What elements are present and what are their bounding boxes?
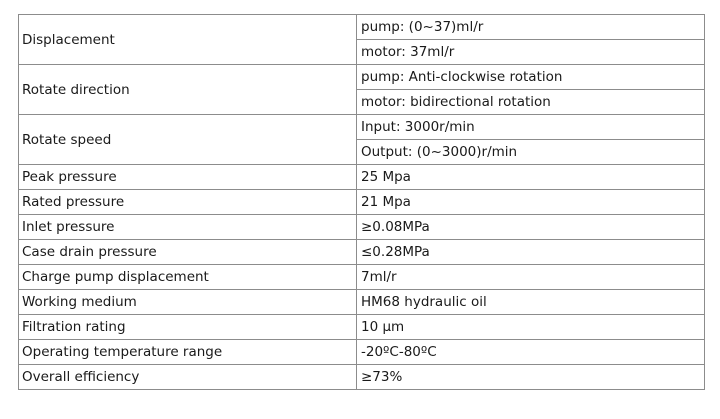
spec-value: ≥0.08MPa xyxy=(357,215,705,240)
spec-value: -20ºC-80ºC xyxy=(357,340,705,365)
table-row xyxy=(19,215,705,240)
table-row xyxy=(19,240,705,265)
spec-value: ≤0.28MPa xyxy=(357,240,705,265)
spec-label: Charge pump displacement xyxy=(19,265,357,290)
spec-value: 10 μm xyxy=(357,315,705,340)
spec-label: Peak pressure xyxy=(19,165,357,190)
spec-value: motor: bidirectional rotation xyxy=(357,90,705,115)
spec-value: 25 Mpa xyxy=(357,165,705,190)
table-row xyxy=(19,365,705,390)
spec-label: Operating temperature range xyxy=(19,340,357,365)
spec-value: motor: 37ml/r xyxy=(357,40,705,65)
spec-label: Overall efficiency xyxy=(19,365,357,390)
table-row xyxy=(19,15,705,40)
table-row xyxy=(19,115,705,140)
spec-value: Input: 3000r/min xyxy=(357,115,705,140)
spec-value: 7ml/r xyxy=(357,265,705,290)
spec-value: HM68 hydraulic oil xyxy=(357,290,705,315)
spec-value: pump: (0~37)ml/r xyxy=(357,15,705,40)
spec-label: Rotate speed xyxy=(19,115,357,165)
spec-table xyxy=(18,14,705,390)
table-row xyxy=(19,165,705,190)
table-row xyxy=(19,190,705,215)
spec-value: 21 Mpa xyxy=(357,190,705,215)
table-row xyxy=(19,315,705,340)
spec-label: Inlet pressure xyxy=(19,215,357,240)
spec-label: Rotate direction xyxy=(19,65,357,115)
spec-value: ≥73% xyxy=(357,365,705,390)
spec-label: Displacement xyxy=(19,15,357,65)
table-row xyxy=(19,340,705,365)
table-row xyxy=(19,290,705,315)
spec-value: Output: (0~3000)r/min xyxy=(357,140,705,165)
spec-label: Filtration rating xyxy=(19,315,357,340)
spec-label: Case drain pressure xyxy=(19,240,357,265)
spec-label: Rated pressure xyxy=(19,190,357,215)
table-row xyxy=(19,65,705,90)
table-row xyxy=(19,265,705,290)
spec-value: pump: Anti-clockwise rotation xyxy=(357,65,705,90)
spec-label: Working medium xyxy=(19,290,357,315)
